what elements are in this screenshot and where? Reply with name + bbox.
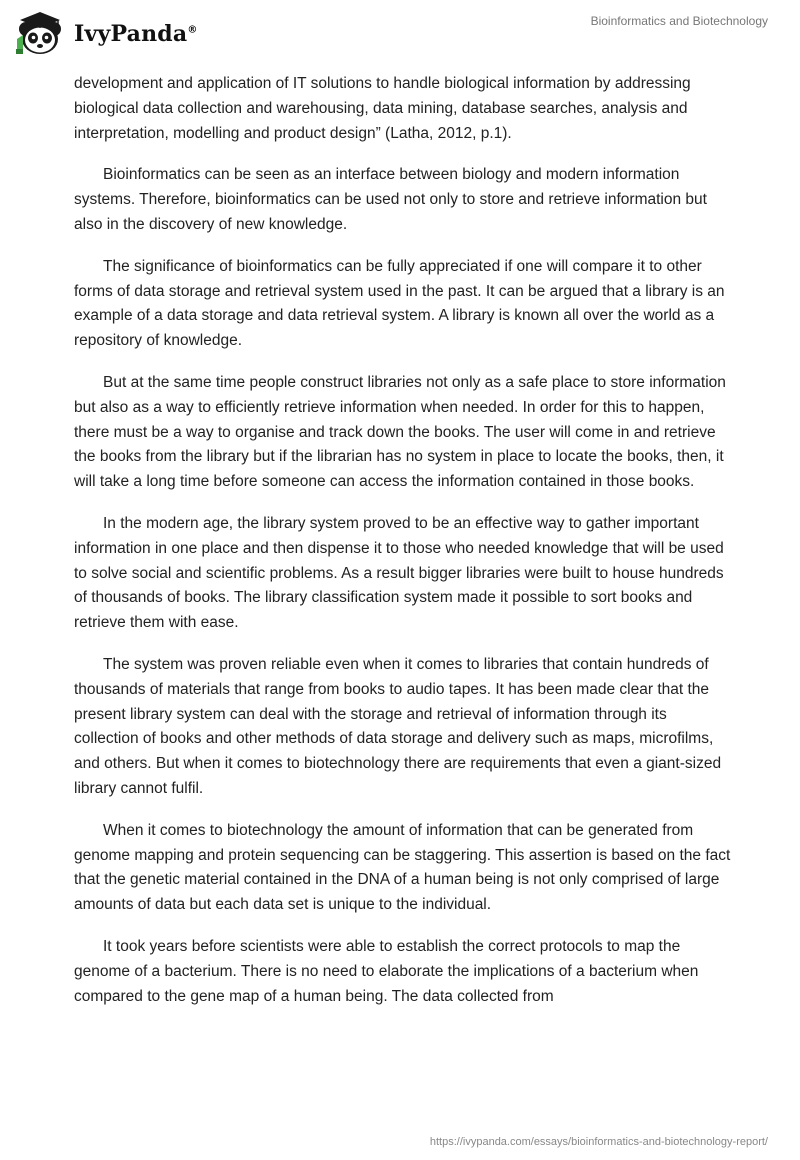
paragraph-3: The significance of bioinformatics can be fully appreciated if one will compare it to other forms of data storage and retrieval system used in the past. It can be argued that a library is an example of a data storage and data retrieval system. A library is known all over the world as a repository of knowledge.: [74, 257, 725, 350]
essay-body: [74, 72, 734, 1026]
page-header: [0, 0, 800, 70]
paragraph-8: It took years before scientists were able to establish the correct protocols to map the genome of a bacterium. There is no need to elaborate the implications of a bacterium when compared to the gene map of a human being. The data collected from: [74, 937, 699, 1005]
panda-graduate-icon: [14, 9, 68, 57]
paragraph-5: In the modern age, the library system proved to be an effective way to gather important information in one place and then dispense it to those who needed knowledge that will be used to solve social and scientific problems. As a result bigger libraries were built to house hundreds of thousands of books. The library classification system made it possible to sort books and retrieve them with ease.: [74, 514, 724, 632]
brand-logo[interactable]: [14, 9, 198, 57]
source-url[interactable]: https://ivypanda.com/essays/bioinformatics-and-biotechnology-report/: [429, 1136, 768, 1148]
paragraph-1: development and application of IT solutions to handle biological information by addressing biological data collection and warehousing, data mining, database searches, analysis and interpretation, modelling and product design” (Latha, 2012, p.1).: [74, 75, 691, 142]
brand-name: IvyPanda®: [74, 21, 198, 47]
document-title: Bioinformatics and Biotechnology: [590, 14, 768, 28]
paragraph-6: The system was proven reliable even when it comes to libraries that contain hundreds of thousands of materials that range from books to audio tapes. It has been made clear that the present library system can deal with the storage and retrieval of information through its collection of books and other methods of data storage and delivery such as maps, microfilms, and others. But when it comes to biotechnology there are requirements that even a giant-sized library cannot fulfil.: [74, 655, 722, 797]
paragraph-7: When it comes to biotechnology the amount of information that can be generated from genome mapping and protein sequencing can be staggering. This assertion is based on the fact that the genetic material contained in the DNA of a human being is not only comprised of large amounts of data but each data set is unique to the individual.: [74, 821, 731, 914]
paragraph-4: But at the same time people construct libraries not only as a safe place to store information but also as a way to efficiently retrieve information when needed. In order for this to happen, there must be a way to organise and track down the books. The user will come in and retrieve the books from the library but if the librarian has no system in place to locate the books, then, it will take a long time before someone can access the information contained in those books.: [74, 373, 726, 491]
paragraph-2: Bioinformatics can be seen as an interface between biology and modern information systems. Therefore, bioinformatics can be used not only to store and retrieve information but also in the discovery of new knowledge.: [74, 166, 707, 233]
